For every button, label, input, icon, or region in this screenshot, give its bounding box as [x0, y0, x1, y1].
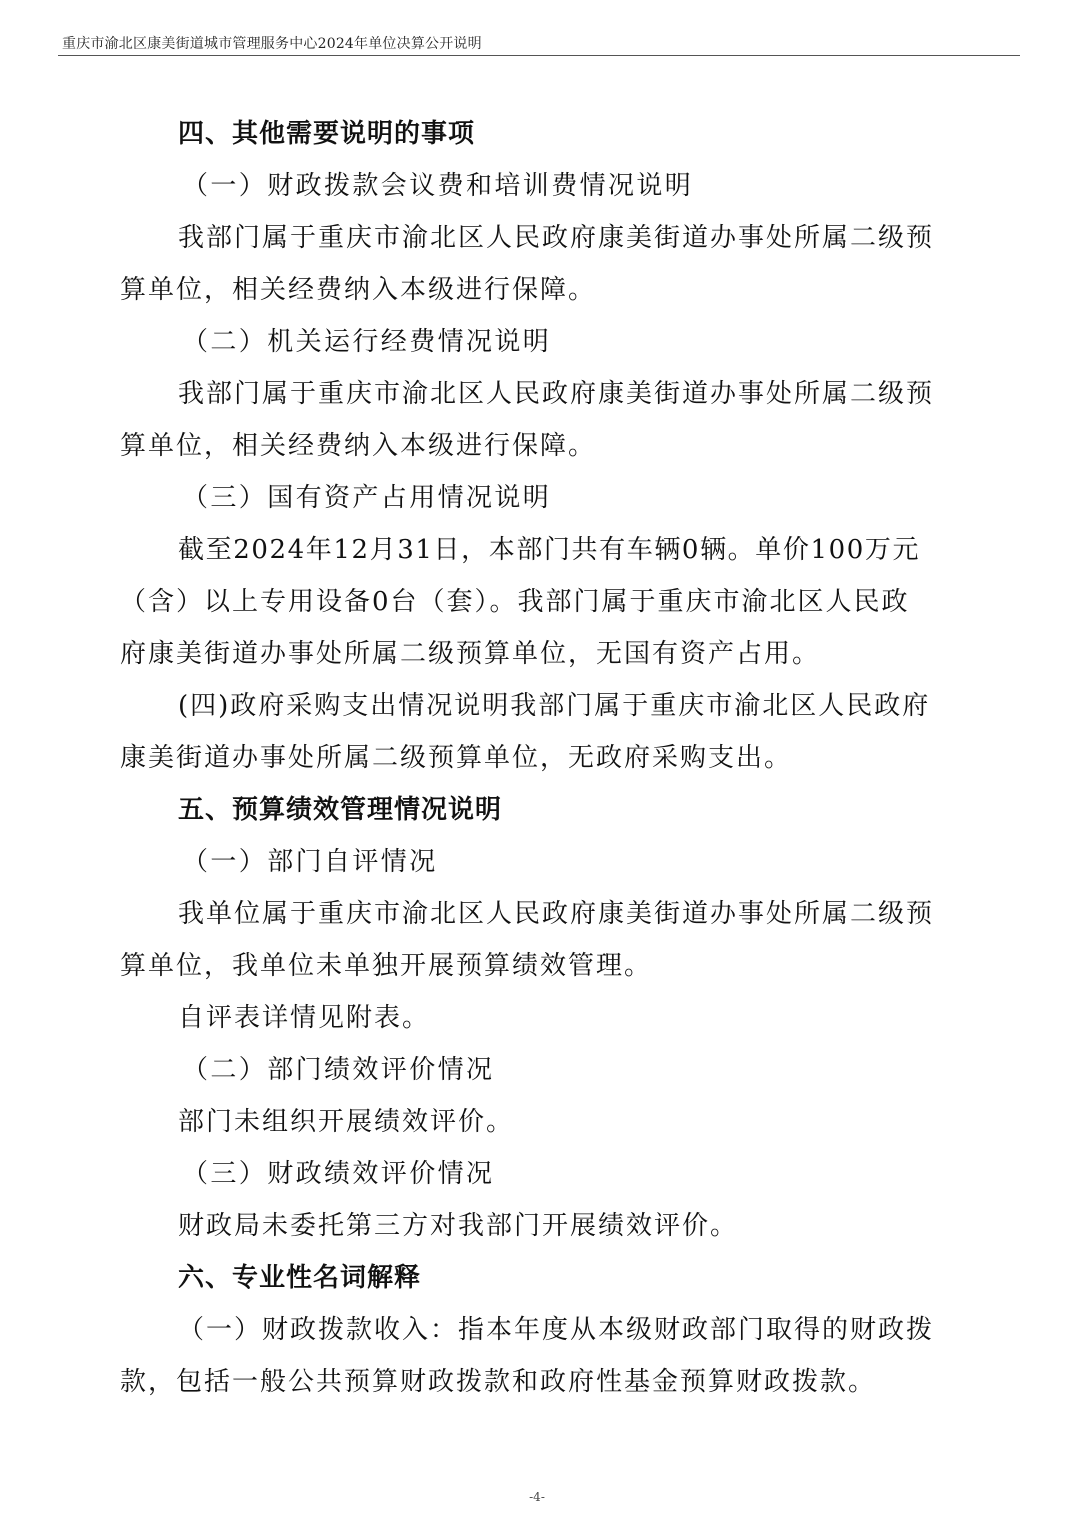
- paragraph-line: 我单位属于重庆市渝北区人民政府康美街道办事处所属二级预: [178, 899, 935, 929]
- paragraph-line: 我部门属于重庆市渝北区人民政府康美街道办事处所属二级预: [178, 379, 935, 409]
- header-divider: [58, 55, 1020, 56]
- subsection-title-state-assets: （三）国有资产占用情况说明: [182, 483, 552, 513]
- section-heading-other-matters: 四、其他需要说明的事项: [178, 119, 476, 149]
- paragraph-line: 款，包括一般公共预算财政拨款和政府性基金预算财政拨款。: [120, 1367, 877, 1397]
- paragraph-line: 算单位，相关经费纳入本级进行保障。: [120, 275, 597, 305]
- section-heading-performance-management: 五、预算绩效管理情况说明: [178, 795, 503, 825]
- paragraph-line: 算单位，相关经费纳入本级进行保障。: [120, 431, 597, 461]
- paragraph-line: 算单位，我单位未单独开展预算绩效管理。: [120, 951, 653, 981]
- paragraph-line-procurement: (四)政府采购支出情况说明我部门属于重庆市渝北区人民政府: [178, 691, 931, 721]
- page-number: -4-: [529, 1490, 545, 1504]
- paragraph-line: 自评表详情见附表。: [178, 1003, 431, 1033]
- paragraph-line: 康美街道办事处所属二级预算单位，无政府采购支出。: [120, 743, 793, 773]
- subsection-title-meeting-training-fees: （一）财政拨款会议费和培训费情况说明: [182, 171, 694, 201]
- paragraph-line: 截至2024年12月31日，本部门共有车辆0辆。单价100万元: [178, 535, 921, 565]
- subsection-title-operating-funds: （二）机关运行经费情况说明: [182, 327, 552, 357]
- subsection-title-fiscal-evaluation: （三）财政绩效评价情况: [182, 1159, 495, 1189]
- paragraph-line: 财政局未委托第三方对我部门开展绩效评价。: [178, 1211, 739, 1241]
- paragraph-line: 部门未组织开展绩效评价。: [178, 1107, 515, 1137]
- running-header: 重庆市渝北区康美街道城市管理服务中心2024年单位决算公开说明: [62, 36, 482, 52]
- paragraph-line: （含）以上专用设备0台（套）。我部门属于重庆市渝北区人民政: [120, 587, 910, 617]
- section-heading-glossary: 六、专业性名词解释: [178, 1263, 422, 1293]
- paragraph-line: 府康美街道办事处所属二级预算单位，无国有资产占用。: [120, 639, 821, 669]
- paragraph-line-glossary-item: （一）财政拨款收入：指本年度从本级财政部门取得的财政拨: [178, 1315, 935, 1345]
- document-body: [120, 108, 962, 1408]
- paragraph-line: 我部门属于重庆市渝北区人民政府康美街道办事处所属二级预: [178, 223, 935, 253]
- subsection-title-self-evaluation: （一）部门自评情况: [182, 847, 438, 877]
- subsection-title-department-evaluation: （二）部门绩效评价情况: [182, 1055, 495, 1085]
